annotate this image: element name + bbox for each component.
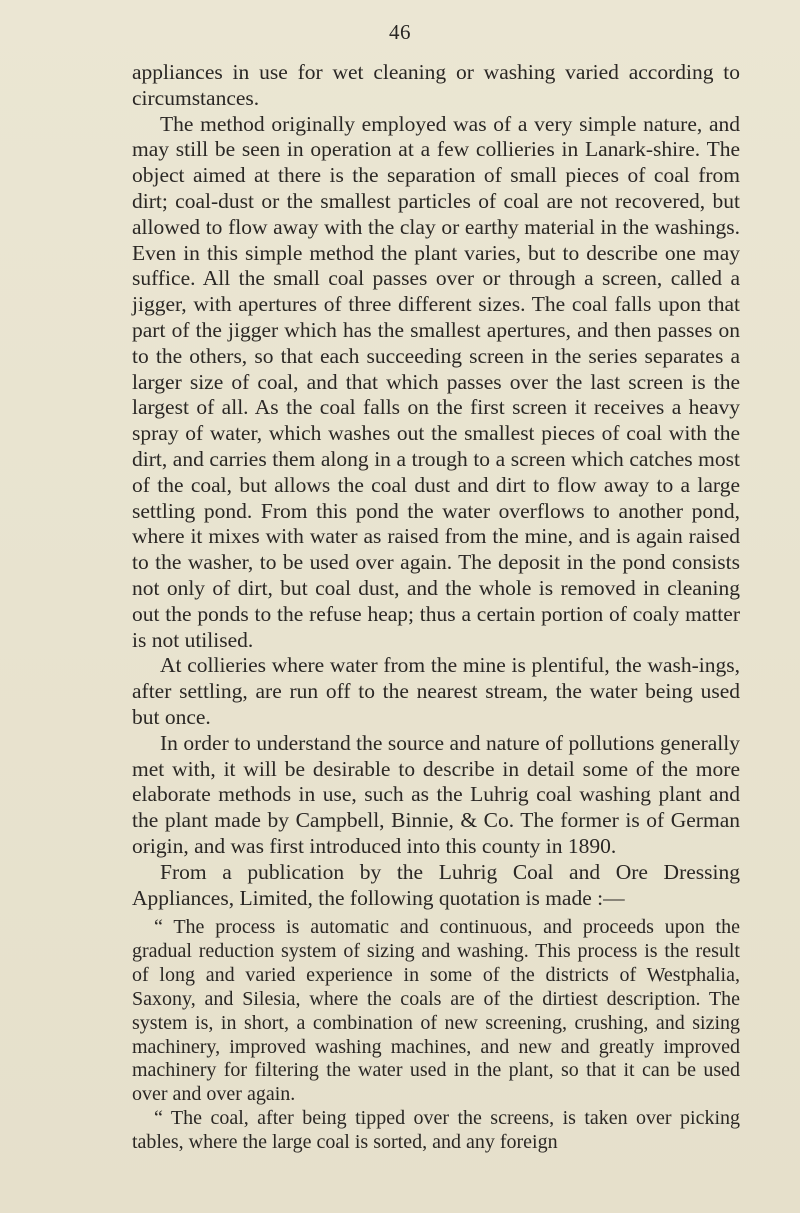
paragraph-continuation: appliances in use for wet cleaning or washing varied according to circumstances. — [132, 60, 740, 110]
paragraph-method-description: The method originally employed was of a very simple nature, and may still be seen in operation at a few collieries in Lanark-shire. The object aimed at there is the separation of small pieces of coal from dirt; coal-dust or the smallest particles of coal are not recovered, but allowed to flow away with the clay or earthy material in the washings. Even in this simple method the plant varies, but to describe one may suffice. All the small coal passes over or through a screen, called a jigger, with apertures of three different sizes. The coal falls upon that part of the jigger which has the smallest apertures, and then passes on to the others, so that each succeeding screen in the series separates a larger size of coal, and that which passes over the last screen is the largest of all. As the coal falls on the first screen it receives a heavy spray of water, which washes out the smallest pieces of coal with the dirt, and carries them along in a trough to a screen which catches most of the coal, but allows the coal dust and dirt to flow away to a large settling pond. From this pond the water overflows to another pond, where it mixes with water as raised from the mine, and is again raised to the washer, to be used over again. The deposit in the pond consists not only of dirt, but coal dust, and the whole is removed in cleaning out the ponds to the refuse heap; thus a certain portion of coaly matter is not utilised. — [132, 111, 740, 652]
paragraph-pollutions: In order to understand the source and nature of pollutions generally met with, it will be desirable to describe in detail some of the more elaborate methods in use, such as the Luhrig coal washing plant and the plant made by Campbell, Binnie, & Co. The former is of German origin, and was first introduced into this county in 1890. — [132, 730, 740, 858]
quotation-block — [132, 916, 740, 1155]
paragraph-publication: From a publication by the Luhrig Coal and Ore Dressing Appliances, Limited, the following quotation is made :— — [132, 859, 740, 910]
quote-paragraph-coal: “ The coal, after being tipped over the screens, is taken over picking tables, where the large coal is sorted, and any foreign — [132, 1107, 740, 1154]
page-number: 46 — [389, 20, 411, 44]
paragraph-collieries: At collieries where water from the mine is plentiful, the wash-ings, after settling, are run off to the nearest stream, the water being used but once. — [132, 653, 740, 729]
quote-paragraph-process: “ The process is automatic and continuous, and proceeds upon the gradual reduction system of sizing and washing. This process is the result of long and varied experience in some of the districts of Westphalia, Saxony, and Silesia, where the coals are of the dirtiest description. The system is, in short, a combination of new screening, crushing, and sizing machinery, improved washing machines, and new and greatly improved machinery for filtering the water used in the plant, so that it can be used over and over again. — [132, 916, 740, 1106]
body-text — [132, 60, 740, 911]
